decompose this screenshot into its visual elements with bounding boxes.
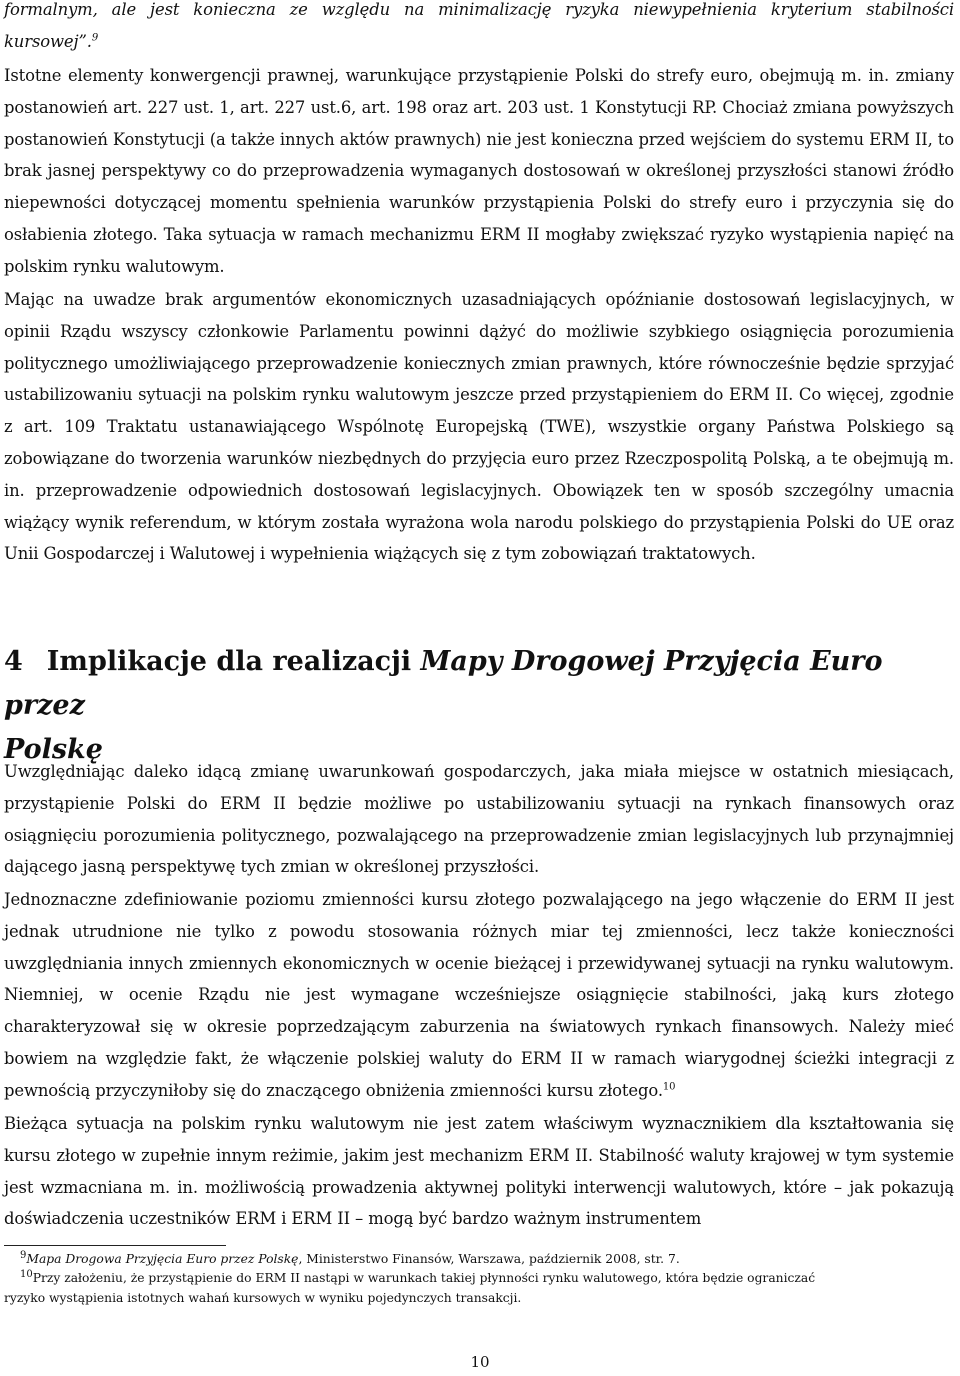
footnote-ref-9[interactable]: 9 — [91, 32, 99, 44]
paragraph-volatility — [4, 884, 954, 1107]
section-title-italic: Mapy Drogowej Przyjęcia Euro przez — [4, 646, 883, 721]
footnote-10 — [4, 1268, 954, 1308]
paragraph-legal-convergence: Istotne elementy konwergencji prawnej, warunkujące przystąpienie Polski do strefy euro, obejmują m. in. zmiany postanowień art. 227 ust. 1, art. 227 ust.6, art. 198 oraz art. 203 ust. 1 Konstytucji RP. Chociaż zmiana powyższych postanowień Konstytucji (a także innych aktów prawnych) nie jest konieczna przed wejściem do systemu ERM II, to brak jasnej perspektywy co do przeprowadzenia wymaganych dostosowań w określonej przyszłości stanowi źródło niepewności dotyczącej momentu spełnienia warunków przystąpienia Polski do strefy euro i przyczynia się do osłabienia złotego. Taka sytuacja w ramach mechanizmu ERM II mogłaby zwiększać ryzyko wystąpienia napięć na polskim rynku walutowym. — [4, 66, 954, 276]
footnote-ref-10[interactable]: 10 — [662, 1081, 676, 1093]
footnote-divider — [4, 1245, 226, 1246]
paragraph-continuation — [4, 0, 954, 58]
footnote-9-text: , Ministerstwo Finansów, Warszawa, październik 2008, str. 7. — [298, 1252, 680, 1266]
paragraph-continuation-line1: formalnym, ale jest konieczna ze względu na minimalizację ryzyka niewypełnienia kryterium stabilności — [4, 0, 954, 19]
footnote-9-mark: 9 — [20, 1249, 27, 1261]
paragraph-continuation-line2: kursowej”. — [4, 31, 92, 51]
paragraph-erm-entry: Uwzględniając daleko idącą zmianę uwarunkowań gospodarczych, jaka miała miejsce w ostatnich miesiącach, przystąpienie Polski do ERM II będzie możliwe po ustabilizowaniu sytuacji na rynkach finansowych oraz osiągnięciu porozumienia politycznego, pozwalającego na przeprowadzenie zmian legislacyjnych lub przynajmniej dającego jasną perspektywę tych zmian w określonej przyszłości. — [4, 762, 954, 877]
footnote-9 — [4, 1249, 954, 1269]
section-number: 4 — [4, 646, 23, 677]
footnote-10-mark: 10 — [20, 1268, 33, 1280]
paragraph-government-opinion: Mając na uwadze brak argumentów ekonomicznych uzasadniających opóźnianie dostosowań legislacyjnych, w opinii Rządu wszyscy członkowie Parlamentu powinni dążyć do możliwie szybkiego osiągnięcia porozumienia politycznego umożliwiającego przeprowadzenie koniecznych zmian prawnych, które równocześnie będzie sprzyjać ustabilizowaniu sytuacji na polskim rynku walutowym jeszcze przed przystąpieniem do ERM II. Co więcej, zgodnie z art. 109 Traktatu ustanawiającego Wspólnotę Europejską (TWE), wszystkie organy Państwa Polskiego są zobowiązane do tworzenia warunków niezbędnych do przyjęcia euro przez Rzeczpospolitą Polską, a te obejmują m. in. przeprowadzenie odpowiednich dostosowań legislacyjnych. Obowiązek ten w sposób szczególny umacnia wiążący wynik referendum, w którym została wyrażona wola narodu polskiego do przystąpienia Polski do UE oraz Unii Gospodarczej i Walutowej i wypełnienia wiążących się z tym zobowiązań traktatowych. — [4, 290, 954, 564]
section-heading — [4, 640, 954, 772]
section-title-italic-2: Polskę — [4, 734, 103, 765]
footnote-10-line2: ryzyko wystąpienia istotnych wahań kursowych w wyniku pojedynczych transakcji. — [4, 1291, 522, 1305]
footnote-9-title: Mapa Drogowa Przyjęcia Euro przez Polskę — [26, 1252, 299, 1266]
paragraph-current-situation: Bieżąca sytuacja na polskim rynku walutowym nie jest zatem właściwym wyznacznikiem dla kształtowania się kursu złotego w zupełnie innym reżimie, jakim jest mechanizm ERM II. Stabilność waluty krajowej w tym systemie jest wzmacniana m. in. możliwością prowadzenia aktywnej polityki interwencji walutowych, które – jak pokazują doświadczenia uczestników ERM i ERM II – mogą być bardzo ważnym instrumentem — [4, 1114, 954, 1229]
section-title-plain: Implikacje dla realizacji — [46, 646, 412, 677]
page-number: 10 — [470, 1353, 490, 1371]
paragraph-volatility-text: Jednoznaczne zdefiniowanie poziomu zmienności kursu złotego pozwalającego na jego włączenie do ERM II jest jednak utrudnione nie tylko z powodu stosowania różnych miar tej zmienności, lecz także konieczności uwzględniania innych zmiennych ekonomicznych w ocenie bieżącej i przewidywanej sytuacji na rynku walutowym. Niemniej, w ocenie Rządu nie jest wymagane wcześniejsze osiągnięcie stabilności, jaką kurs złotego charakteryzował się w okresie poprzedzającym zaburzenia na światowych rynkach finansowych. Należy mieć bowiem na względzie fakt, że włączenie polskiej waluty do ERM II w ramach wiarygodnej ścieżki integracji z pewnością przyczyniłoby się do znaczącego obniżenia zmienności kursu złotego. — [4, 890, 954, 1100]
footnote-10-line1: Przy założeniu, że przystąpienie do ERM II nastąpi w warunkach takiej płynności rynku walutowego, która będzie ograniczać — [32, 1271, 816, 1285]
